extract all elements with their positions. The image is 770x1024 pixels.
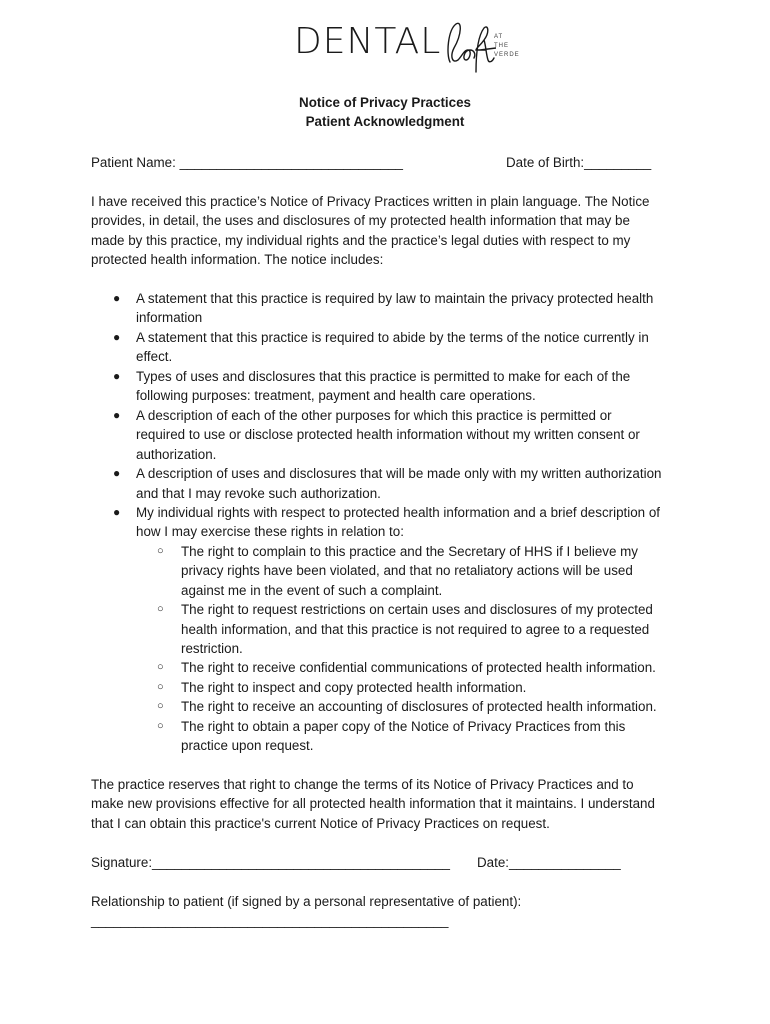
list-item: authorization.: [136, 447, 217, 462]
bullet-marker: ●: [113, 291, 121, 305]
sub-list-item: restriction.: [181, 641, 243, 656]
sub-bullet-marker: ○: [157, 681, 164, 693]
sub-list-item: privacy rights have been violated, and that no retaliatory actions will be used: [181, 563, 633, 578]
list-item: A statement that this practice is required to abide by the terms of the notice currently in: [136, 330, 649, 345]
list-item: required to use or disclose protected health information without my written consent or: [136, 427, 640, 442]
sub-list-item: The right to complain to this practice and the Secretary of HHS if I believe my: [181, 544, 638, 559]
sub-list-item: The right to request restrictions on certain uses and disclosures of my protected: [181, 602, 653, 617]
sub-list-item: health information, and that this practice is not required to agree to a requested: [181, 622, 650, 637]
logo-wordmark: DENTAL: [294, 21, 442, 62]
document-subtitle: Patient Acknowledgment: [305, 114, 465, 129]
dental-loft-logo: [290, 14, 540, 74]
sub-list-item: practice upon request.: [181, 738, 314, 753]
sub-bullet-marker: ○: [157, 545, 164, 557]
intro-line: I have received this practice’s Notice of Privacy Practices written in plain language. The Notice: [91, 194, 650, 209]
sub-bullet-marker: ○: [157, 700, 164, 712]
sub-list-item: against me in the event of such a complaint.: [181, 583, 443, 598]
sub-bullet-marker: ○: [157, 661, 164, 673]
list-item: how I may exercise these rights in relation to:: [136, 524, 404, 539]
patient-name-field[interactable]: Patient Name: ______________________________: [91, 155, 403, 170]
sub-list-item: The right to receive an accounting of disclosures of protected health information.: [181, 699, 657, 714]
closing-line: that I can obtain this practice's current Notice of Privacy Practices on request.: [91, 816, 550, 831]
sub-list-item: The right to receive confidential communications of protected health information.: [181, 660, 656, 675]
bullet-marker: ●: [113, 466, 121, 480]
document-title: Notice of Privacy Practices: [299, 95, 471, 110]
list-item: Types of uses and disclosures that this practice is permitted to make for each of the: [136, 369, 631, 384]
intro-line: provides, in detail, the uses and disclosures of my protected health information that may be: [91, 213, 630, 228]
sub-list-item: The right to inspect and copy protected health information.: [181, 680, 527, 695]
signature-field[interactable]: Signature:________________________________________: [91, 855, 450, 870]
sub-list-item: The right to obtain a paper copy of the Notice of Privacy Practices from this: [181, 719, 626, 734]
list-item: A description of each of the other purposes for which this practice is permitted or: [136, 408, 612, 423]
loft-script-logo: [440, 14, 496, 74]
bullet-marker: ●: [113, 408, 121, 422]
date-of-birth-field[interactable]: Date of Birth:_________: [506, 155, 652, 170]
logo-tagline-3: VERDE: [494, 52, 520, 58]
logo-tagline-1: AT: [494, 34, 504, 40]
list-item: information: [136, 310, 203, 325]
sub-bullet-marker: ○: [157, 603, 164, 615]
list-item: and that I may revoke such authorization.: [136, 486, 381, 501]
closing-line: make new provisions effective for all protected health information that it maintains. I understand: [91, 796, 655, 811]
list-item: My individual rights with respect to protected health information and a brief description of: [136, 505, 661, 520]
bullet-marker: ●: [113, 505, 121, 519]
list-item: following purposes: treatment, payment and health care operations.: [136, 388, 536, 403]
intro-line: made by this practice, my individual rights and the practice’s legal duties with respect to my: [91, 233, 631, 248]
list-item: A statement that this practice is required by law to maintain the privacy protected health: [136, 291, 654, 306]
signature-date-field[interactable]: Date:_______________: [477, 855, 621, 870]
list-item: A description of uses and disclosures that will be made only with my written authorization: [136, 466, 662, 481]
list-item: effect.: [136, 349, 173, 364]
bullet-marker: ●: [113, 369, 121, 383]
closing-line: The practice reserves that right to change the terms of its Notice of Privacy Practices and to: [91, 777, 634, 792]
intro-line: protected health information. The notice includes:: [91, 252, 384, 267]
relationship-field[interactable]: ________________________________________________: [91, 913, 449, 928]
bullet-marker: ●: [113, 330, 121, 344]
relationship-label: Relationship to patient (if signed by a personal representative of patient):: [91, 894, 522, 909]
sub-bullet-marker: ○: [157, 720, 164, 732]
logo-tagline-2: THE: [494, 43, 509, 49]
